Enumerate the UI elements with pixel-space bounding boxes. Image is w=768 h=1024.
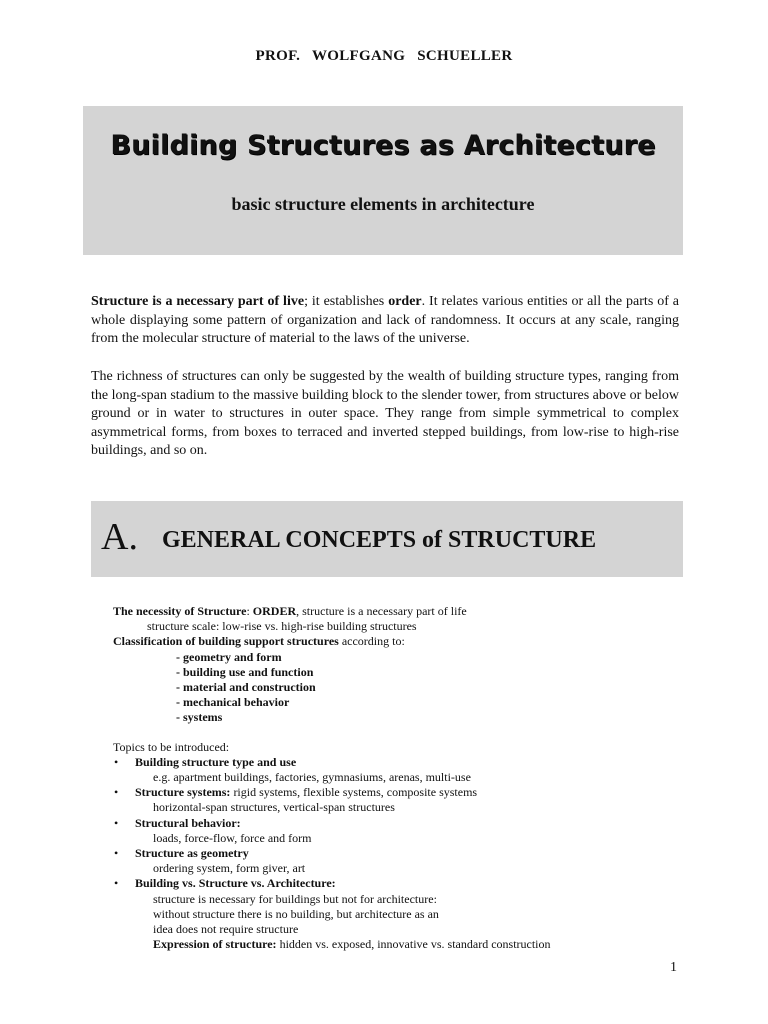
topic-detail: idea does not require structure: [153, 922, 299, 937]
necessity-text-1: :: [246, 604, 253, 618]
necessity-line: [113, 604, 673, 619]
expression-line: [113, 937, 673, 952]
author-header: PROF. WOLFGANG SCHUELLER: [255, 48, 513, 64]
intro-paragraph-2: The richness of structures can only be suggested by the wealth of building structure types, ranging from the long-span stadium to the massive building block to the slender tower, from structures above or below ground or in water to structures in outer space. They range from simple symmetrical to complex asymmetrical forms, from boxes to terraced and inverted stepped buildings, from low-rise to high-rise buildings, and so on.: [91, 369, 679, 458]
topic-detail: without structure there is no building, but architecture as an: [153, 906, 439, 921]
topic-detail: e.g. apartment buildings, factories, gymnasiums, arenas, multi-use: [153, 770, 471, 785]
section-header-box: [91, 501, 683, 577]
intro-text-1: ; it establishes: [304, 294, 389, 309]
bullet-icon: •: [114, 876, 119, 891]
topic-detail: horizontal-span structures, vertical-span structures: [153, 800, 395, 815]
criterion-item: - systems: [176, 710, 223, 725]
scale-line: structure scale: low-rise vs. high-rise building structures: [147, 619, 417, 634]
classification-line: [113, 634, 673, 649]
criterion-item: - building use and function: [176, 664, 314, 679]
intro-bold-1: Structure is a necessary part of live: [91, 294, 305, 309]
bullet-icon: •: [114, 754, 119, 769]
topic-detail: loads, force-flow, force and form: [153, 830, 312, 845]
topic-item: • Structure as geometry: [114, 846, 249, 861]
expression-bold: Expression of structure:: [153, 937, 277, 952]
bullet-icon: •: [114, 815, 119, 830]
classification-text: according to:: [338, 634, 405, 649]
bullet-icon: •: [114, 785, 119, 800]
subtitle: basic structure elements in architecture: [231, 194, 535, 214]
topic-item: • Building structure type and use: [114, 754, 297, 769]
bullet-icon: •: [114, 846, 119, 861]
topic-item: • Structural behavior:: [114, 815, 241, 830]
necessity-bold-1: The necessity of Structure: [113, 604, 247, 618]
necessity-bold-2: ORDER: [252, 604, 297, 618]
expression-text: hidden vs. exposed, innovative vs. standard construction: [276, 937, 551, 952]
main-title: Building Structures as Architecture: [110, 130, 656, 161]
topic-detail: structure is necessary for buildings but not for architecture:: [153, 891, 437, 906]
criterion-item: - material and construction: [176, 680, 316, 695]
intro-bold-2: order: [388, 294, 422, 309]
criterion-item: - geometry and form: [176, 649, 282, 664]
intro-paragraph-1: [91, 293, 679, 349]
necessity-text-2: , structure is a necessary part of life: [296, 604, 467, 618]
section-letter: A.: [101, 516, 138, 558]
section-title: GENERAL CONCEPTS of STRUCTURE: [162, 527, 597, 553]
classification-bold: Classification of building support structures: [113, 634, 339, 649]
topic-item: • Building vs. Structure vs. Architecture:: [114, 876, 336, 891]
intro-text-2: . It relates various entities or all the parts of a whole displaying some pattern of organization and lack of randomness. It occurs at any scale, ranging from the molecular structure of material to the laws of the universe.: [91, 294, 679, 346]
criterion-item: - mechanical behavior: [176, 695, 290, 710]
page-number: 1: [670, 960, 677, 975]
topics-intro: Topics to be introduced:: [113, 739, 230, 754]
topic-detail: ordering system, form giver, art: [153, 861, 306, 876]
title-box: [83, 106, 683, 255]
outline: [113, 604, 673, 952]
topic-item: • Structure systems: rigid systems, flexible systems, composite systems: [114, 785, 478, 800]
